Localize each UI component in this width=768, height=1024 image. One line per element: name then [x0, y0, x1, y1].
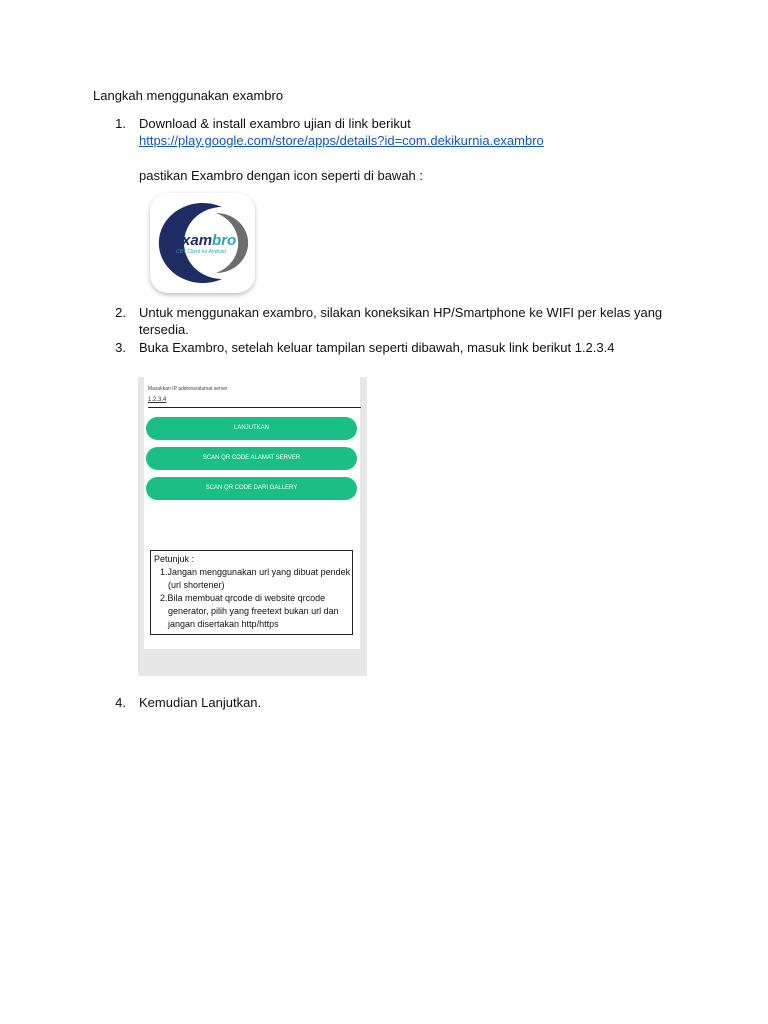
step-4-number: 4.	[115, 695, 126, 710]
step-1-number: 1.	[115, 116, 126, 131]
hint-line-2: (url shortener)	[168, 580, 225, 590]
hint-line-4: generator, pilih yang freetext bukan url dan	[168, 606, 339, 616]
ip-input-underline	[148, 407, 361, 408]
step-2-text-cont: tersedia.	[139, 322, 189, 337]
lanjutkan-button: LANJUTKAN	[146, 417, 357, 440]
hint-line-3: 2.Bila membuat qrcode di website qrcode	[160, 593, 326, 603]
exambro-app-icon	[150, 193, 255, 293]
hint-title: Petunjuk :	[154, 554, 195, 564]
playstore-link[interactable]: https://play.google.com/store/apps/details?id=com.dekikurnia.exambro	[139, 133, 544, 148]
step-4-text: Kemudian Lanjutkan.	[139, 695, 262, 710]
scan-qr-gallery-button: SCAN QR CODE DARI GALLERY	[146, 477, 357, 500]
step-1-icon-note: pastikan Exambro dengan icon seperti di bawah :	[139, 168, 424, 183]
ip-address-label: Masukkan IP address/alamat server	[148, 386, 228, 392]
step-3-number: 3.	[115, 340, 126, 355]
hint-box	[150, 550, 353, 635]
app-icon-title-part1: Exam	[172, 232, 213, 249]
exambro-screenshot	[138, 377, 367, 676]
step-3-text: Buka Exambro, setelah keluar tampilan seperti dibawah, masuk link berikut 1.2.3.4	[139, 340, 615, 355]
step-2-number: 2.	[115, 305, 126, 320]
app-icon-subtitle: CBT Client for Android	[176, 249, 226, 255]
app-icon-title-part2: bro	[212, 232, 237, 249]
scan-qr-server-button: SCAN QR CODE ALAMAT SERVER	[146, 447, 357, 470]
step-1-text: Download & install exambro ujian di link berikut	[139, 116, 411, 131]
document-heading: Langkah menggunakan exambro	[93, 88, 284, 103]
ip-address-value: 1.2.3.4	[148, 397, 167, 403]
hint-line-5: jangan disertakan http/https	[168, 619, 279, 629]
exambro-screen	[144, 377, 360, 649]
app-icon-title	[172, 232, 236, 249]
step-2-text: Untuk menggunakan exambro, silakan koneksikan HP/Smartphone ke WIFI per kelas yang	[139, 305, 663, 320]
hint-line-1: 1.Jangan menggunakan url yang dibuat pendek	[160, 567, 351, 577]
